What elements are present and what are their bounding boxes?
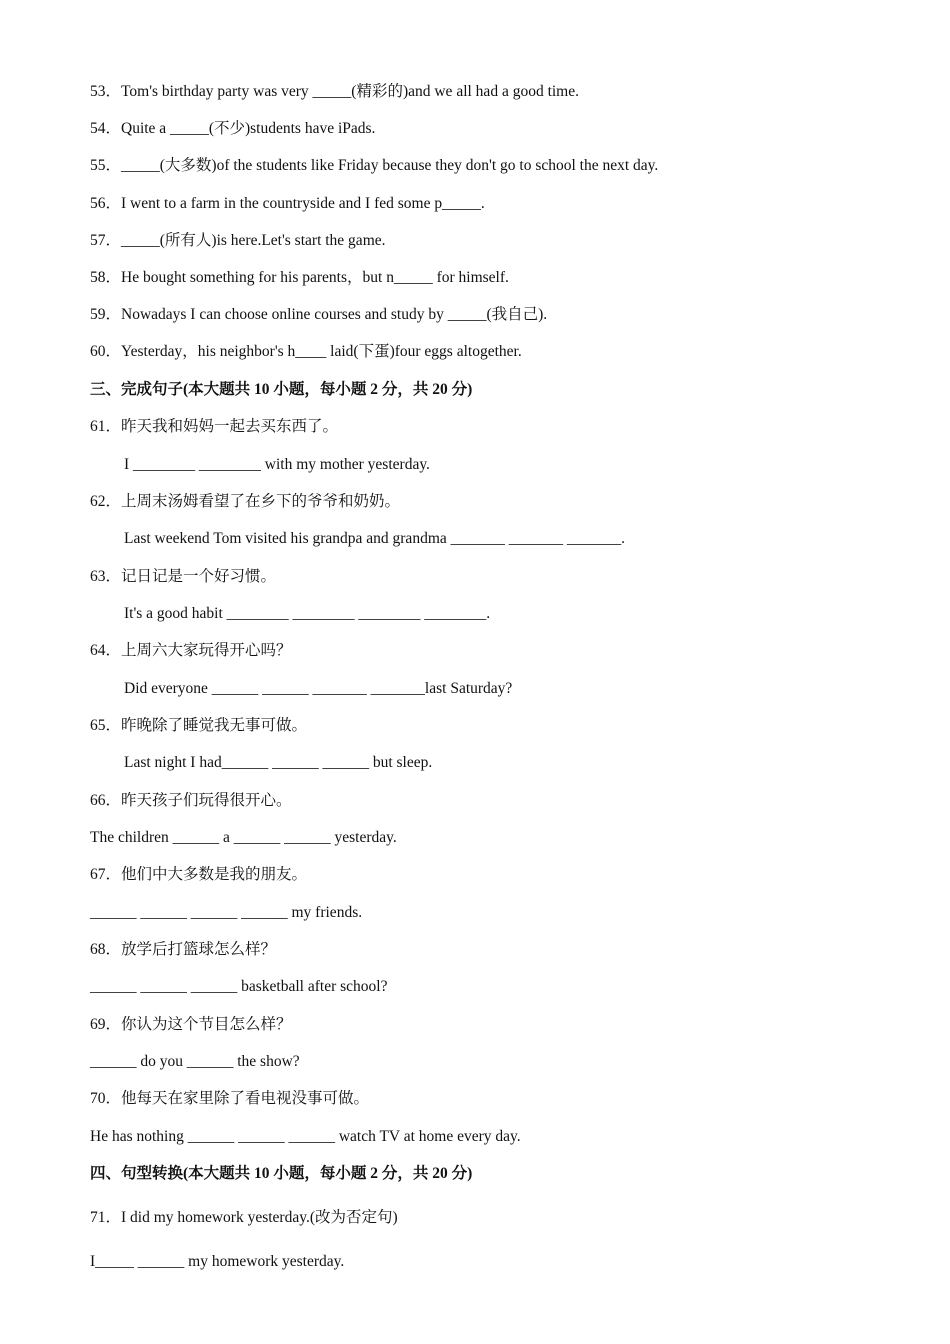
- question-59: 59．Nowadays I can choose online courses and study by _____(我自己).: [90, 306, 548, 323]
- question-63-prompt: 63．记日记是一个好习惯。: [90, 568, 277, 585]
- question-65-prompt: 65．昨晚除了睡觉我无事可做。: [90, 717, 308, 734]
- question-71-answer-line: I_____ ______ my homework yesterday.: [90, 1253, 345, 1270]
- question-70-prompt: 70．他每天在家里除了看电视没事可做。: [90, 1090, 370, 1107]
- question-70-answer-line: He has nothing ______ ______ ______ watch TV at home every day.: [90, 1128, 521, 1145]
- question-62-answer-line: Last weekend Tom visited his grandpa and grandma _______ _______ _______.: [124, 530, 626, 547]
- question-64-prompt: 64．上周六大家玩得开心吗？: [90, 642, 292, 659]
- question-65-answer-line: Last night I had______ ______ ______ but sleep.: [124, 754, 433, 771]
- question-54: 54．Quite a _____(不少)students have iPads.: [90, 120, 376, 137]
- question-60: 60．Yesterday，his neighbor's h____ laid(下蛋)four eggs altogether.: [90, 343, 522, 360]
- question-68-answer-line: ______ ______ ______ basketball after school?: [90, 978, 388, 995]
- question-61-answer-line: I ________ ________ with my mother yesterday.: [124, 456, 430, 473]
- question-62-prompt: 62．上周末汤姆看望了在乡下的爷爷和奶奶。: [90, 493, 401, 510]
- section-heading-complete-sentences: 三、完成句子(本大题共 10 小题，每小题 2 分，共 20 分): [90, 381, 473, 398]
- question-68-prompt: 68．放学后打篮球怎么样？: [90, 941, 277, 958]
- question-57: 57．_____(所有人)is here.Let's start the game.: [90, 232, 386, 249]
- question-66-answer-line: The children ______ a ______ ______ yesterday.: [90, 829, 397, 846]
- question-56: 56．I went to a farm in the countryside and I fed some p_____.: [90, 195, 485, 212]
- section-heading-sentence-transformation: 四、句型转换(本大题共 10 小题，每小题 2 分，共 20 分): [90, 1165, 473, 1182]
- question-71-prompt: 71．I did my homework yesterday.(改为否定句): [90, 1209, 398, 1226]
- question-61-prompt: 61．昨天我和妈妈一起去买东西了。: [90, 418, 339, 435]
- question-69-prompt: 69．你认为这个节目怎么样？: [90, 1016, 292, 1033]
- question-66-prompt: 66．昨天孩子们玩得很开心。: [90, 792, 292, 809]
- question-58: 58．He bought something for his parents，but n_____ for himself.: [90, 269, 509, 286]
- question-55: 55．_____(大多数)of the students like Friday because they don't go to school the next day.: [90, 157, 659, 174]
- question-69-answer-line: ______ do you ______ the show?: [90, 1053, 300, 1070]
- question-63-answer-line: It's a good habit ________ ________ ________ ________.: [124, 605, 491, 622]
- question-64-answer-line: Did everyone ______ ______ _______ _______last Saturday?: [124, 680, 513, 697]
- question-53: 53．Tom's birthday party was very _____(精彩的)and we all had a good time.: [90, 83, 579, 100]
- question-67-prompt: 67．他们中大多数是我的朋友。: [90, 866, 308, 883]
- question-67-answer-line: ______ ______ ______ ______ my friends.: [90, 904, 363, 921]
